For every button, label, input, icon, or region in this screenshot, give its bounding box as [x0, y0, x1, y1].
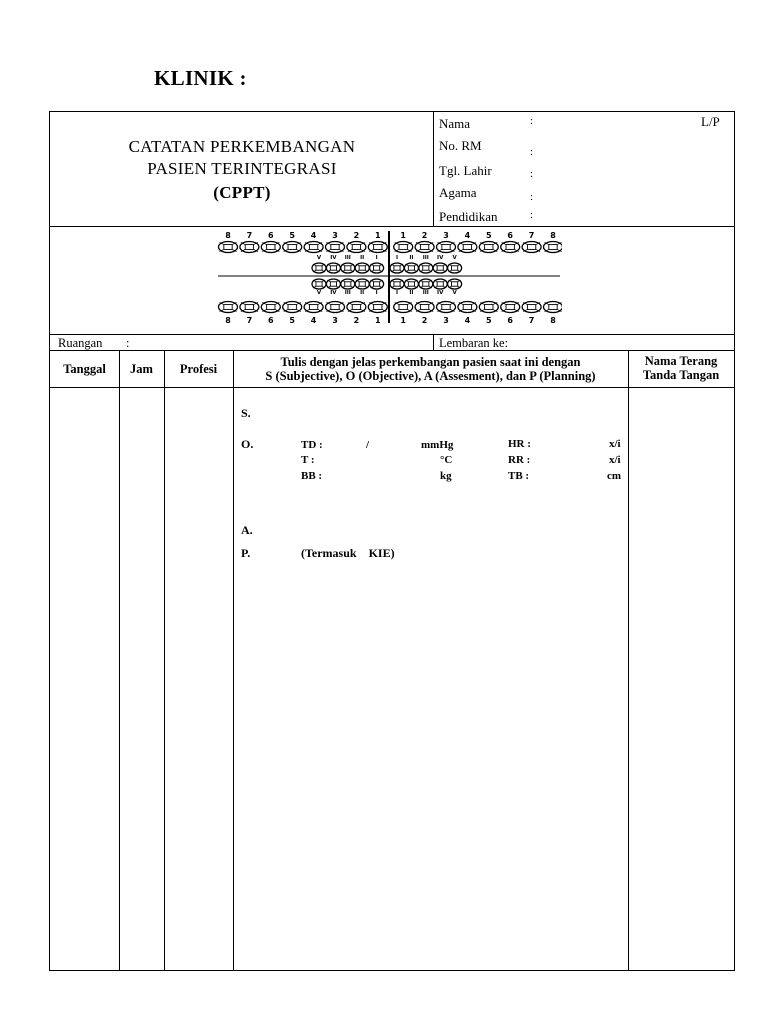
lower-permanent-number-15: 8 [550, 316, 556, 325]
rr-label: RR : [508, 454, 531, 466]
col-header-tanggal: Tanggal [63, 362, 106, 376]
lower-permanent-number-1: 7 [246, 316, 253, 325]
lower-permanent-number-13: 6 [507, 316, 513, 325]
header-bottom-rule [50, 226, 734, 227]
upper-deciduous-number-6: II [409, 255, 414, 261]
tgl-lahir-colon: : [530, 168, 534, 180]
upper-permanent-tooth-13 [501, 242, 520, 253]
col-header-profesi: Profesi [179, 362, 218, 376]
upper-deciduous-tooth-6 [404, 263, 418, 273]
no-rm-colon: : [530, 146, 534, 158]
lower-permanent-tooth-13 [501, 302, 520, 313]
agama-colon: : [530, 191, 534, 203]
table-header-rule [50, 387, 734, 388]
nama-colon: : [530, 115, 534, 127]
upper-permanent-number-0: 8 [225, 231, 231, 240]
odontogram-chart [216, 229, 562, 327]
lower-deciduous-tooth-2 [341, 279, 355, 289]
upper-permanent-tooth-9 [415, 242, 434, 253]
lower-permanent-number-3: 5 [289, 316, 295, 325]
col-header-notes-line2: S (Subjective), O (Objective), A (Assesment), dan P (Planning) [265, 369, 596, 383]
lower-permanent-tooth-3 [283, 302, 302, 313]
col-header-notes-line1: Tulis dengan jelas perkembangan pasien saat ini dengan [280, 355, 581, 369]
upper-permanent-tooth-2 [261, 242, 280, 253]
upper-deciduous-tooth-7 [419, 263, 433, 273]
soap-p-note: (Termasuk KIE) [301, 546, 395, 560]
lower-permanent-tooth-4 [304, 302, 323, 313]
header-divider [433, 112, 434, 226]
lower-permanent-number-10: 3 [443, 316, 449, 325]
upper-permanent-number-14: 7 [528, 231, 535, 240]
col-divider-3 [233, 350, 234, 970]
clinic-label: KLINIK : [154, 66, 247, 90]
lower-permanent-number-8: 1 [400, 316, 406, 325]
ruangan-colon: : [126, 336, 130, 350]
upper-deciduous-number-7: III [422, 255, 429, 261]
pendidikan-label: Pendidikan [439, 209, 498, 224]
lower-deciduous-number-4: I [375, 290, 378, 296]
lower-permanent-tooth-5 [326, 302, 345, 313]
upper-permanent-number-10: 3 [443, 231, 449, 240]
lower-deciduous-number-7: III [422, 290, 429, 296]
agama-label: Agama [439, 185, 477, 200]
upper-deciduous-number-5: I [395, 255, 399, 261]
lower-deciduous-number-2: III [344, 290, 351, 296]
upper-permanent-number-8: 1 [400, 231, 406, 240]
upper-deciduous-number-0: V [316, 255, 322, 261]
tb-unit: cm [607, 470, 622, 482]
upper-permanent-tooth-11 [458, 242, 477, 253]
lower-deciduous-tooth-0 [312, 279, 326, 289]
td-unit: mmHg [421, 439, 454, 451]
upper-permanent-number-2: 6 [268, 231, 274, 240]
soap-s-label: S. [241, 406, 251, 420]
upper-deciduous-tooth-2 [341, 263, 355, 273]
lower-permanent-number-6: 2 [353, 316, 360, 325]
lower-permanent-number-14: 7 [528, 316, 535, 325]
lower-permanent-tooth-1 [240, 302, 259, 313]
lower-permanent-tooth-10 [437, 302, 456, 313]
lower-deciduous-number-6: II [409, 290, 414, 296]
lower-permanent-tooth-14 [522, 302, 541, 313]
lower-deciduous-number-3: II [360, 290, 365, 296]
soap-o-label: O. [241, 437, 254, 451]
lembaran-label: Lembaran ke: [439, 336, 509, 350]
lower-permanent-tooth-6 [347, 302, 366, 313]
lower-permanent-number-2: 6 [268, 316, 274, 325]
td-slash: / [366, 439, 370, 451]
lower-permanent-number-12: 5 [486, 316, 492, 325]
form-title-line1: CATATAN PERKEMBANGAN [128, 137, 356, 156]
lower-deciduous-number-0: V [316, 290, 322, 296]
lower-permanent-tooth-8 [394, 302, 413, 313]
td-label: TD : [301, 439, 323, 451]
upper-deciduous-tooth-9 [448, 263, 462, 273]
upper-permanent-tooth-7 [368, 242, 387, 253]
odontogram-bottom-rule [50, 334, 734, 335]
lower-permanent-number-0: 8 [225, 316, 231, 325]
upper-permanent-tooth-3 [283, 242, 302, 253]
cppt-form [49, 111, 735, 971]
lower-deciduous-tooth-9 [448, 279, 462, 289]
lower-permanent-tooth-9 [415, 302, 434, 313]
lower-permanent-tooth-7 [368, 302, 387, 313]
col-header-sign-line2: Tanda Tangan [642, 368, 720, 382]
nama-label: Nama [439, 116, 471, 131]
gender-label: L/P [701, 114, 720, 129]
upper-deciduous-number-3: II [360, 255, 365, 261]
upper-permanent-number-1: 7 [246, 231, 253, 240]
upper-deciduous-tooth-3 [355, 263, 369, 273]
upper-permanent-tooth-0 [219, 242, 238, 253]
upper-permanent-tooth-4 [304, 242, 323, 253]
lower-permanent-number-9: 2 [421, 316, 428, 325]
lower-deciduous-tooth-1 [326, 279, 340, 289]
bb-label: BB : [301, 470, 323, 482]
table-top-rule [50, 350, 734, 351]
upper-permanent-tooth-8 [394, 242, 413, 253]
upper-deciduous-tooth-5 [390, 263, 404, 273]
ruangan-label: Ruangan [58, 336, 103, 350]
lower-permanent-tooth-0 [219, 302, 238, 313]
t-label: T : [301, 454, 315, 466]
soap-p-label: P. [241, 546, 251, 560]
col-header-sign-line1: Nama Terang [644, 354, 718, 368]
upper-permanent-tooth-14 [522, 242, 541, 253]
lower-permanent-tooth-11 [458, 302, 477, 313]
upper-deciduous-tooth-4 [370, 263, 384, 273]
upper-permanent-number-3: 5 [289, 231, 295, 240]
lower-deciduous-tooth-7 [419, 279, 433, 289]
lower-permanent-number-5: 3 [332, 316, 338, 325]
lower-deciduous-tooth-4 [370, 279, 384, 289]
col-divider-1 [119, 350, 120, 970]
lower-permanent-tooth-15 [544, 302, 563, 313]
col-header-jam: Jam [130, 362, 153, 376]
upper-permanent-tooth-6 [347, 242, 366, 253]
lower-deciduous-tooth-8 [433, 279, 447, 289]
upper-permanent-tooth-1 [240, 242, 259, 253]
lower-deciduous-number-5: I [395, 290, 399, 296]
lower-deciduous-tooth-5 [390, 279, 404, 289]
upper-permanent-tooth-12 [479, 242, 498, 253]
upper-permanent-number-11: 4 [464, 231, 471, 240]
upper-permanent-number-4: 4 [310, 231, 317, 240]
upper-permanent-number-12: 5 [486, 231, 492, 240]
col-divider-4 [628, 350, 629, 970]
upper-deciduous-tooth-8 [433, 263, 447, 273]
upper-permanent-number-5: 3 [332, 231, 338, 240]
upper-deciduous-number-1: IV [330, 255, 337, 261]
upper-deciduous-number-2: III [344, 255, 351, 261]
lower-deciduous-tooth-3 [355, 279, 369, 289]
upper-permanent-tooth-5 [326, 242, 345, 253]
upper-permanent-number-7: 1 [375, 231, 381, 240]
form-title-line2: PASIEN TERINTEGRASI [147, 159, 337, 178]
upper-deciduous-tooth-0 [312, 263, 326, 273]
lower-permanent-number-11: 4 [464, 316, 471, 325]
bb-unit: kg [440, 470, 452, 482]
lower-permanent-tooth-2 [261, 302, 280, 313]
rr-unit: x/i [609, 454, 621, 466]
hr-unit: x/i [609, 438, 621, 450]
pendidikan-colon: : [530, 209, 534, 221]
upper-deciduous-number-4: I [375, 255, 378, 261]
upper-deciduous-number-9: V [452, 255, 457, 261]
col-divider-2 [164, 350, 165, 970]
upper-permanent-number-9: 2 [421, 231, 428, 240]
lower-permanent-tooth-12 [479, 302, 498, 313]
lower-deciduous-number-1: IV [330, 290, 337, 296]
upper-permanent-number-13: 6 [507, 231, 513, 240]
upper-permanent-tooth-15 [544, 242, 563, 253]
tgl-lahir-label: Tgl. Lahir [439, 163, 492, 178]
upper-deciduous-number-8: IV [437, 255, 444, 261]
ruangan-divider [433, 334, 434, 350]
soap-a-label: A. [241, 523, 253, 537]
upper-permanent-tooth-10 [437, 242, 456, 253]
no-rm-label: No. RM [439, 138, 482, 153]
upper-permanent-number-6: 2 [353, 231, 360, 240]
hr-label: HR : [508, 438, 531, 450]
upper-permanent-number-15: 8 [550, 231, 556, 240]
lower-deciduous-number-9: V [452, 290, 457, 296]
tb-label: TB : [508, 470, 530, 482]
upper-deciduous-tooth-1 [326, 263, 340, 273]
t-unit: °C [440, 454, 453, 466]
lower-permanent-number-7: 1 [375, 316, 381, 325]
lower-permanent-number-4: 4 [310, 316, 317, 325]
lower-deciduous-number-8: IV [437, 290, 444, 296]
form-title-line3: (CPPT) [213, 183, 271, 202]
lower-deciduous-tooth-6 [404, 279, 418, 289]
